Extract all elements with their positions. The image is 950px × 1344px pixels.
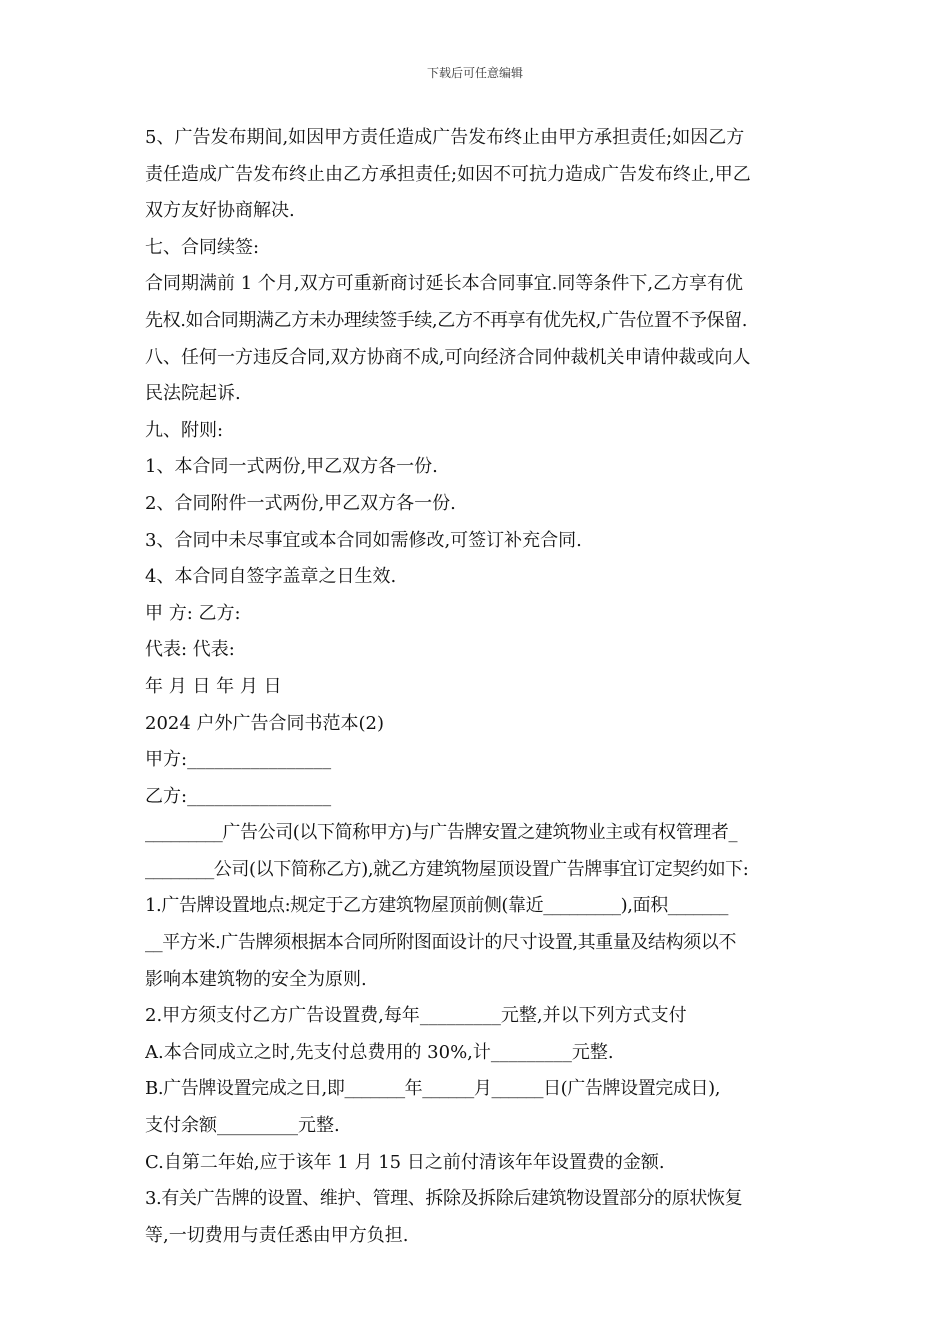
signature-parties: 甲 方: 乙方: — [145, 602, 241, 624]
paragraph-line: 民法院起诉. — [145, 383, 241, 405]
clause-subitem: B.广告牌设置完成之日,即_______年______月______日(广告牌设置完成日), — [145, 1078, 721, 1100]
section-heading: 九、附则: — [145, 419, 224, 441]
list-item: 4、本合同自签字盖章之日生效. — [145, 566, 397, 588]
clause-subitem: C.自第二年始,应于该年 1 月 15 日之前付清该年年设置费的金额. — [145, 1151, 665, 1173]
paragraph-line: 合同期满前 1 个月,双方可重新商讨延长本合同事宜.同等条件下,乙方享有优 — [145, 273, 744, 295]
paragraph-line: _________广告公司(以下简称甲方)与广告牌安置之建筑物业主或有权管理者_ — [145, 822, 738, 844]
paragraph-line: 先权.如合同期满乙方未办理续签手续,乙方不再享有优先权,广告位置不予保留. — [145, 309, 748, 331]
list-item: 1、本合同一式两份,甲乙双方各一份. — [145, 456, 438, 478]
signature-representatives: 代表: 代表: — [145, 639, 235, 661]
document-title: 2024 户外广告合同书范本(2) — [145, 712, 385, 734]
paragraph-line: 5、广告发布期间,如因甲方责任造成广告发布终止由甲方承担责任;如因乙方 — [145, 127, 745, 148]
paragraph-line: 双方友好协商解决. — [145, 200, 295, 222]
paragraph-line: 影响本建筑物的安全为原则. — [145, 968, 367, 990]
page-header-note: 下载后可任意编辑 — [426, 66, 523, 80]
party-a-line: 甲方:________________ — [145, 749, 332, 771]
paragraph-line: __平方米.广告牌须根据本合同所附图面设计的尺寸设置,其重量及结构须以不 — [145, 932, 737, 954]
clause-subitem: A.本合同成立之时,先支付总费用的 30%,计_________元整. — [145, 1041, 614, 1063]
paragraph-line: ________公司(以下简称乙方),就乙方建筑物屋顶设置广告牌事宜订定契约如下: — [145, 858, 749, 880]
document-body — [145, 120, 813, 1254]
paragraph-line: 责任造成广告发布终止由乙方承担责任;如因不可抗力造成广告发布终止,甲乙 — [145, 163, 751, 185]
clause-item: 3.有关广告牌的设置、维护、管理、拆除及拆除后建筑物设置部分的原状恢复 — [145, 1188, 743, 1210]
section-heading: 七、合同续签: — [145, 236, 260, 258]
list-item: 2、合同附件一式两份,甲乙双方各一份. — [145, 492, 456, 514]
list-item: 3、合同中未尽事宜或本合同如需修改,可签订补充合同. — [145, 529, 582, 551]
paragraph-line: 等,一切费用与责任悉由甲方负担. — [145, 1224, 409, 1246]
section-heading: 八、任何一方违反合同,双方协商不成,可向经济合同仲裁机关申请仲裁或向人 — [145, 346, 751, 368]
clause-item: 2.甲方须支付乙方广告设置费,每年_________元整,并以下列方式支付 — [145, 1005, 687, 1027]
paragraph-line: 支付余额_________元整. — [145, 1115, 340, 1137]
signature-dates: 年 月 日 年 月 日 — [145, 675, 282, 697]
clause-item: 1.广告牌设置地点:规定于乙方建筑物屋顶前侧(靠近_________),面积_______ — [145, 895, 729, 917]
party-b-line: 乙方:________________ — [145, 785, 332, 807]
